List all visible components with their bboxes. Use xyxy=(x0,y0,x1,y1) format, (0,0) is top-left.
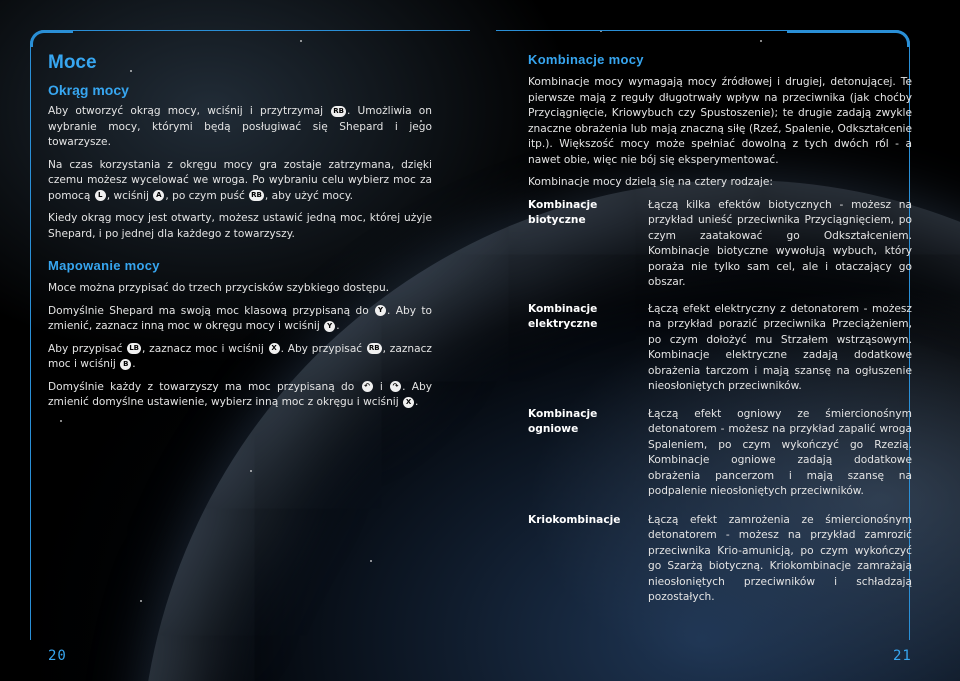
combo-fire xyxy=(528,407,912,500)
combo-description: Łączą efekt elektryczny z detonatorem - możesz na przykład porazić przeciwnika Przeciążeniem, po czym dołożyć mu Strzałem wstrząsowym. Kombinacje elektryczne zadają dodatkowe obrażenia tarczom i mają szansę na ogłuszenie nieosłoniętych przeciwników. xyxy=(648,302,912,392)
paragraph-mapping-default: Domyślnie Shepard ma swoją moc klasową przypisaną do Y . Aby to zmienić, zaznacz inną moc w okręgu mocy i wciśnij Y . xyxy=(48,304,433,332)
y-button-icon: Y xyxy=(375,305,386,316)
right-page-content xyxy=(528,52,912,606)
left-page-content xyxy=(48,52,432,418)
combo-tech xyxy=(528,302,912,395)
page-number-right: 21 xyxy=(893,648,912,664)
paragraph-mapping-squad: Domyślnie każdy z towarzyszy ma moc przypisaną do ↶ i ↷ . Aby zmienić domyślne ustawienie, wybierz inną moc z okręgu i wciśnij X . xyxy=(48,380,432,408)
paragraph-power-wheel-squad: Kiedy okrąg mocy jest otwarty, możesz ustawić jedną moc, której użyje Shepard, i po jednej dla każdego z towarzyszy. xyxy=(48,212,432,240)
paragraph-combos-types: Kombinacje mocy dzielą się na cztery rodzaje: xyxy=(528,176,773,188)
lb-button-icon: LB xyxy=(129,344,139,352)
rb-button-icon: RB xyxy=(368,344,380,352)
b-button-icon: B xyxy=(120,359,131,370)
x-button-icon: X xyxy=(269,343,280,354)
combo-description: Łączą efekt ogniowy ze śmiercionośnym detonatorem - możesz na przykład zapalić wroga Spaleniem, po czym wykończyć go Rzezią. Kombinacje ogniowe zadają dodatkowe obrażenia pancerzom i mają szansę na podpalenie nieosłoniętych przeciwników. xyxy=(648,407,912,497)
rb-button-icon: RB xyxy=(251,191,262,199)
rt-trigger-icon: ↷ xyxy=(390,381,401,392)
x-button-icon: X xyxy=(403,397,414,408)
page-number-left: 20 xyxy=(48,648,67,664)
combo-name: Kombinacje elektryczne xyxy=(528,302,598,330)
paragraph-power-wheel-use: Na czas korzystania z okręgu mocy gra zostaje zatrzymana, dzięki czemu możesz wycelować we wroga. Po wybraniu celu wybierz moc za pomocą L , wciśnij A , po czym puść RB , aby użyć mocy. xyxy=(48,158,432,202)
combo-description: Łączą efekt zamrożenia ze śmiercionośnym detonatorem - możesz na przykład zamrozić przeciwnika Krio-amunicją, po czym wykończyć go Szarżą biotyczną. Kriokombinacje zamrażają nieosłoniętych przeciwników i schładzają pozostałych. xyxy=(648,513,912,603)
combo-name: Kombinacje biotyczne xyxy=(528,198,598,226)
combo-cryo xyxy=(528,513,912,606)
paragraph-mapping-intro: Moce można przypisać do trzech przycisków szybkiego dostępu. xyxy=(48,282,390,294)
a-button-icon: A xyxy=(153,190,164,201)
paragraph-combos-intro: Kombinacje mocy wymagają mocy źródłowej i drugiej, detonującej. Te pierwsze mają z reguły długotrwały wpływ na przeciwnika (jak choćby Przyciągnięcie, Kriowybuch czy Spustoszenie); te drugie zadają zwykle znaczne obrażenia lub mają znaczną siłę (Rzeź, Spalenie, Odkształcenie itp.). Większość mocy może spełniać dowolną z tych dwóch ról - a nawet obie, więc nie bój się eksperymentować. xyxy=(528,76,912,166)
section-heading-power-mapping: Mapowanie mocy xyxy=(48,258,160,273)
section-heading-power-wheel: Okrąg mocy xyxy=(48,82,129,98)
rb-button-icon: RB xyxy=(333,106,344,115)
section-heading-power-combos: Kombinacje mocy xyxy=(528,52,644,67)
lt-trigger-icon: ↶ xyxy=(362,381,373,392)
combo-description: Łączą kilka efektów biotycznych - możesz na przykład unieść przeciwnika Przyciągnięciem, po czym zaatakować go Odkształceniem. Kombinacje biotyczne wywołują wybuch, który poraża nie tylko sam cel, ale i otaczający go obszar. xyxy=(648,198,912,288)
paragraph-mapping-assign: Aby przypisać LB , zaznacz moc i wciśnij X . Aby przypisać RB , zaznacz moc i wciśnij B . xyxy=(48,342,432,370)
combo-biotic xyxy=(528,198,912,291)
left-stick-icon: L xyxy=(95,190,106,201)
combo-name: Kombinacje ogniowe xyxy=(528,407,598,435)
combo-name: Kriokombinacje xyxy=(528,513,621,526)
paragraph-power-wheel-open: Aby otworzyć okrąg mocy, wciśnij i przytrzymaj RB . Umożliwia on wybranie mocy, którymi będą posługiwać się Shepard i jego towarzysze. xyxy=(48,105,432,148)
y-button-icon: Y xyxy=(324,321,335,332)
page-title: Moce xyxy=(48,52,97,73)
